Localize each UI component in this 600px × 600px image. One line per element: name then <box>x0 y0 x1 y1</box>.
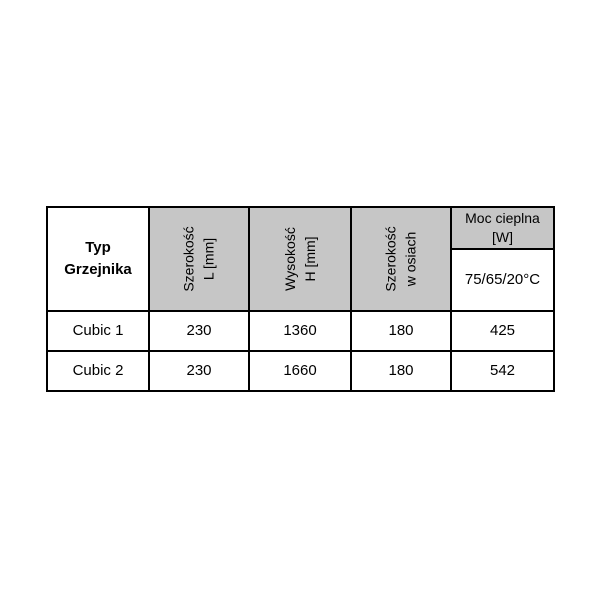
row2-power-value: 542 <box>489 362 516 379</box>
row2-height-value: 1660 <box>283 362 317 379</box>
row1-cell-axis <box>352 312 452 352</box>
row1-axis-value: 180 <box>388 322 414 339</box>
row2-type-label: Cubic 2 <box>72 362 124 379</box>
row1-power-value: 425 <box>489 322 516 339</box>
header-axis-line1: Szerokość <box>382 226 399 292</box>
row1-cell-width <box>150 312 250 352</box>
row1-cell-power <box>452 312 553 352</box>
row2-cell-type <box>48 352 150 390</box>
header-axis-line2: w osiach <box>402 231 419 287</box>
row2-cell-width <box>150 352 250 390</box>
temperature-regime-label: 75/65/20°C <box>464 271 541 288</box>
header-heat-line2: [W] <box>491 229 513 245</box>
row2-axis-value: 180 <box>388 362 414 379</box>
header-height-line1: Wysokość <box>281 227 298 291</box>
row2-cell-power <box>452 352 553 390</box>
row2-cell-axis <box>352 352 452 390</box>
header-cell-axis-spacing <box>352 208 452 312</box>
row1-width-value: 230 <box>186 322 212 339</box>
row2-width-value: 230 <box>186 362 212 379</box>
header-width-line2: L [mm] <box>200 237 217 281</box>
header-cell-type <box>48 208 150 312</box>
header-cell-width <box>150 208 250 312</box>
row1-height-value: 1360 <box>283 322 317 339</box>
row1-cell-height <box>250 312 352 352</box>
header-cell-temperature-regime <box>452 250 553 312</box>
header-width-line1: Szerokość <box>180 226 197 292</box>
header-heat-line1: Moc cieplna <box>465 210 540 226</box>
radiator-spec-table <box>46 206 555 392</box>
header-height-line2: H [mm] <box>301 236 318 282</box>
header-type-line2: Grzejnika <box>64 261 132 278</box>
row1-type-label: Cubic 1 <box>72 322 124 339</box>
header-cell-height <box>250 208 352 312</box>
row1-cell-type <box>48 312 150 352</box>
header-cell-heat-output <box>452 208 553 250</box>
row2-cell-height <box>250 352 352 390</box>
header-type-line1: Typ <box>85 239 111 256</box>
